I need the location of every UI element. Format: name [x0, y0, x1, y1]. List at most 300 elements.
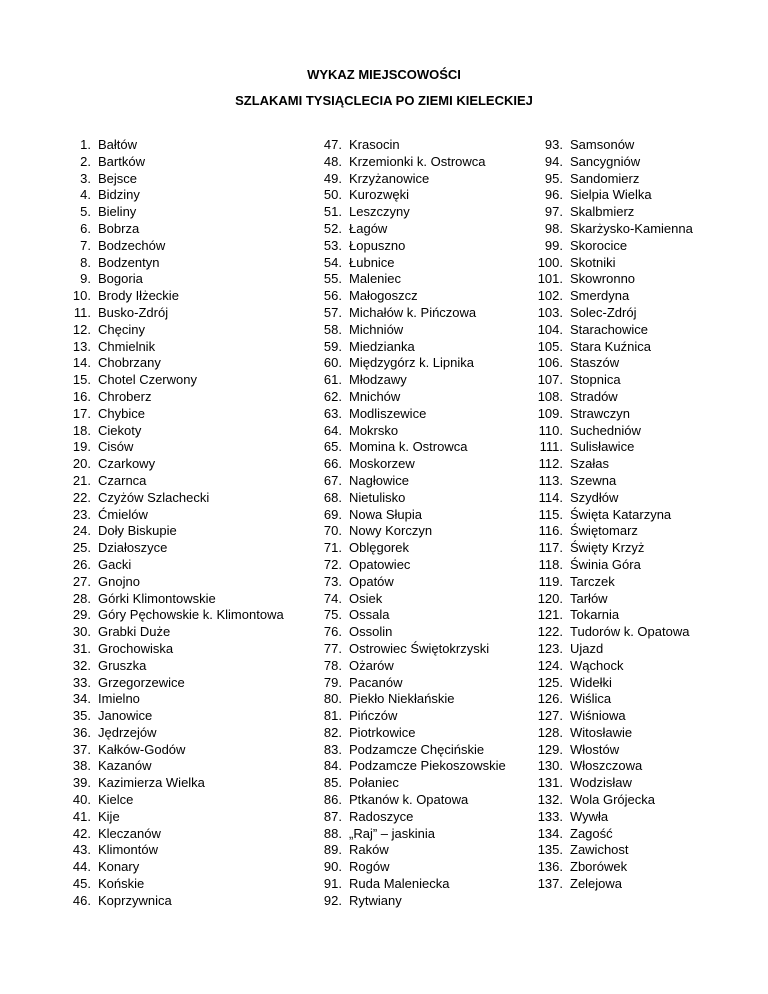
item-number: 63. [323, 405, 342, 421]
item-number: 116. [538, 523, 563, 539]
item-number: 120. [537, 590, 563, 606]
list-item [300, 574, 506, 591]
list-item [60, 507, 284, 524]
list-item [300, 708, 506, 725]
list-item [520, 154, 693, 171]
place-name: Krzemionki k. Ostrowca [349, 153, 486, 169]
document-title: WYKAZ MIEJSCOWOŚCI [307, 67, 461, 82]
item-number: 55. [323, 271, 342, 287]
place-name: Działoszyce [98, 540, 168, 556]
list-item [300, 171, 506, 188]
place-name: Sancygniów [570, 153, 641, 169]
list-item [300, 305, 506, 322]
place-name: Skarżysko-Kamienna [570, 220, 693, 236]
place-name: Widełki [570, 674, 612, 690]
place-name: Grzegorzewice [98, 674, 185, 690]
list-item [520, 842, 693, 859]
item-number: 93. [544, 137, 563, 152]
place-name: Bidziny [98, 187, 140, 203]
place-name: Wodzisław [570, 775, 632, 791]
place-name: Krzyżanowice [349, 170, 430, 186]
list-item [60, 423, 284, 440]
item-number: 102. [537, 288, 563, 304]
item-number: 58. [323, 321, 342, 337]
place-name: Tarłów [570, 590, 608, 606]
document-subtitle: SZLAKAMI TYSIĄCLECIA PO ZIEMI KIELECKIEJ [235, 93, 533, 108]
place-name: Skowronno [570, 271, 636, 287]
place-name: Strawczyn [570, 405, 630, 421]
list-item [300, 355, 506, 372]
item-number: 11. [73, 304, 91, 320]
place-name: Chmielnik [98, 338, 156, 354]
place-name: Michałów k. Pińczowa [349, 304, 477, 320]
list-item [520, 507, 693, 524]
list-item [300, 624, 506, 641]
item-number: 114. [538, 489, 563, 505]
place-name: Pacanów [349, 674, 403, 690]
list-item [520, 658, 693, 675]
item-number: 124. [537, 657, 563, 673]
list-item [520, 691, 693, 708]
item-number: 77. [323, 640, 342, 656]
item-number: 75. [323, 607, 342, 623]
item-number: 46. [72, 892, 91, 908]
list-item [60, 574, 284, 591]
place-name: Włoszczowa [570, 758, 643, 774]
list-item [60, 624, 284, 641]
list-item [300, 456, 506, 473]
item-number: 15. [72, 372, 91, 388]
place-name: Skorocice [570, 237, 628, 253]
list-item [300, 658, 506, 675]
item-number: 32. [72, 657, 91, 673]
list-item [520, 171, 693, 188]
place-name: Miedzianka [349, 338, 415, 354]
list-item [60, 591, 284, 608]
item-number: 73. [323, 573, 342, 589]
place-name: Nagłowice [349, 472, 409, 488]
item-number: 68. [323, 489, 342, 505]
item-number: 131. [537, 775, 563, 791]
list-item [300, 255, 506, 272]
list-item [300, 507, 506, 524]
place-name: Podzamcze Piekoszowskie [349, 758, 506, 774]
item-number: 14. [72, 355, 91, 371]
place-name: Smerdyna [570, 288, 630, 304]
item-number: 115. [538, 506, 563, 522]
place-name: Stradów [570, 388, 618, 404]
place-name: Bodzechów [98, 237, 166, 253]
item-number: 39. [72, 775, 91, 791]
place-name: Kleczanów [98, 825, 161, 841]
list-item [60, 523, 284, 540]
place-name: Sandomierz [570, 170, 640, 186]
place-name: Święta Katarzyna [570, 506, 672, 522]
list-item [520, 624, 693, 641]
list-item [520, 725, 693, 742]
list-item [60, 305, 284, 322]
list-item [60, 876, 284, 893]
item-number: 85. [323, 775, 342, 791]
place-name: Ossolin [349, 624, 393, 640]
list-item [520, 742, 693, 759]
list-item [300, 389, 506, 406]
place-name: Ożarów [349, 657, 394, 673]
item-number: 66. [323, 456, 342, 472]
place-name: Bałtów [98, 137, 138, 152]
list-item [300, 406, 506, 423]
list-item [300, 758, 506, 775]
list-item [520, 675, 693, 692]
place-name: Witosławie [570, 724, 633, 740]
item-number: 83. [323, 741, 342, 757]
list-item [60, 675, 284, 692]
item-number: 79. [323, 674, 342, 690]
place-name: Bieliny [98, 204, 137, 220]
list-item [60, 238, 284, 255]
list-item [60, 641, 284, 658]
item-number: 101. [537, 271, 563, 287]
item-number: 80. [323, 691, 342, 707]
item-number: 1. [80, 137, 91, 152]
item-number: 121. [537, 607, 563, 623]
item-number: 23. [72, 506, 91, 522]
list-item [300, 322, 506, 339]
item-number: 42. [72, 825, 91, 841]
place-name: Pińczów [349, 708, 398, 724]
place-name: Bobrza [98, 220, 140, 236]
list-item [60, 658, 284, 675]
list-item [520, 540, 693, 557]
list-item [520, 238, 693, 255]
place-name: Ciekoty [98, 422, 142, 438]
list-item [300, 691, 506, 708]
place-name: Radoszyce [349, 808, 414, 824]
item-number: 84. [323, 758, 342, 774]
place-name: Modliszewice [349, 405, 427, 421]
item-number: 38. [72, 758, 91, 774]
place-name: Wywła [570, 808, 609, 824]
place-name: Piotrkowice [349, 724, 416, 740]
list-item [520, 355, 693, 372]
list-item [520, 826, 693, 843]
item-number: 123. [537, 640, 563, 656]
list-item [300, 238, 506, 255]
list-item [300, 137, 506, 154]
place-name: Wiślica [570, 691, 612, 707]
list-item [300, 339, 506, 356]
place-name: Ossala [349, 607, 390, 623]
place-name: Chęciny [98, 321, 145, 337]
place-name: Młodzawy [349, 372, 407, 388]
item-number: 112. [538, 456, 563, 472]
list-item [60, 708, 284, 725]
list-item [300, 187, 506, 204]
list-item [60, 187, 284, 204]
place-name: Imielno [98, 691, 140, 707]
place-name: Szewna [570, 472, 617, 488]
item-number: 12. [72, 321, 91, 337]
list-item [60, 826, 284, 843]
item-number: 18. [72, 422, 91, 438]
place-name: Samsonów [570, 137, 635, 152]
place-name: Kazimierza Wielka [98, 775, 205, 791]
list-item [520, 607, 693, 624]
item-number: 43. [72, 842, 91, 858]
place-name: Moskorzew [349, 456, 415, 472]
item-number: 19. [72, 439, 91, 455]
list-item [300, 775, 506, 792]
place-name: Grabki Duże [98, 624, 171, 640]
list-item [300, 876, 506, 893]
place-name: Solec-Zdrój [570, 304, 637, 320]
item-number: 99. [544, 237, 563, 253]
list-item [60, 775, 284, 792]
list-item [60, 372, 284, 389]
item-number: 24. [72, 523, 91, 539]
list-item [300, 842, 506, 859]
place-name: Zelejowa [570, 876, 623, 892]
place-name: Cisów [98, 439, 134, 455]
item-number: 134. [537, 825, 563, 841]
item-number: 65. [323, 439, 342, 455]
list-item [300, 439, 506, 456]
place-name: Gacki [98, 556, 132, 572]
item-number: 50. [323, 187, 342, 203]
list-item [60, 406, 284, 423]
item-number: 87. [323, 808, 342, 824]
list-item [300, 792, 506, 809]
item-number: 26. [72, 556, 91, 572]
item-number: 81. [323, 708, 342, 724]
item-number: 91. [323, 876, 342, 892]
list-item [520, 439, 693, 456]
list-item [300, 288, 506, 305]
item-number: 69. [323, 506, 342, 522]
place-name: Końskie [98, 876, 145, 892]
item-number: 70. [323, 523, 342, 539]
list-item [300, 859, 506, 876]
place-name: Świnia Góra [570, 556, 641, 572]
place-name: Opatów [349, 573, 394, 589]
list-item [300, 473, 506, 490]
item-number: 78. [323, 657, 342, 673]
item-number: 53. [323, 237, 342, 253]
item-number: 74. [323, 590, 342, 606]
place-name: Doły Biskupie [98, 523, 177, 539]
item-number: 108. [537, 388, 563, 404]
item-number: 9. [80, 271, 91, 287]
place-name: Busko-Zdrój [98, 304, 169, 320]
item-number: 126. [537, 691, 563, 707]
item-number: 104. [537, 321, 563, 337]
list-item [60, 171, 284, 188]
list-item [520, 775, 693, 792]
list-column-1 [60, 137, 284, 910]
item-number: 37. [72, 741, 91, 757]
item-number: 51. [323, 204, 342, 220]
item-number: 27. [72, 573, 91, 589]
list-item [520, 641, 693, 658]
list-item [60, 389, 284, 406]
list-item [300, 372, 506, 389]
place-name: Łubnice [349, 254, 395, 270]
place-name: Zborówek [570, 859, 628, 875]
item-number: 90. [323, 859, 342, 875]
item-number: 95. [544, 170, 563, 186]
item-number: 109. [537, 405, 563, 421]
place-name: Międzygórz k. Lipnika [349, 355, 474, 371]
item-number: 127. [537, 708, 563, 724]
item-number: 30. [72, 624, 91, 640]
item-number: 106. [537, 355, 563, 371]
item-number: 10. [72, 288, 91, 304]
item-number: 96. [544, 187, 563, 203]
place-name: Zawichost [570, 842, 629, 858]
list-item [60, 456, 284, 473]
item-number: 128. [537, 724, 563, 740]
item-number: 130. [537, 758, 563, 774]
place-name: Momina k. Ostrowca [349, 439, 468, 455]
list-item [60, 355, 284, 372]
item-number: 7. [80, 237, 91, 253]
place-name: Zagość [570, 825, 613, 841]
place-name: Łagów [349, 220, 388, 236]
place-name: Leszczyny [349, 204, 410, 220]
list-item [520, 473, 693, 490]
place-name: Podzamcze Chęcińskie [349, 741, 485, 757]
item-number: 92. [323, 892, 342, 908]
list-item [300, 557, 506, 574]
list-item [520, 372, 693, 389]
list-item [520, 591, 693, 608]
place-name: Staszów [570, 355, 620, 371]
list-item [520, 271, 693, 288]
list-item [60, 742, 284, 759]
place-name: Chroberz [98, 388, 152, 404]
list-item [300, 221, 506, 238]
list-item [520, 322, 693, 339]
item-number: 56. [323, 288, 342, 304]
list-item [60, 490, 284, 507]
list-item [60, 893, 284, 910]
list-item [300, 523, 506, 540]
place-name: Tokarnia [570, 607, 620, 623]
item-number: 82. [323, 724, 342, 740]
item-number: 6. [80, 220, 91, 236]
list-item [300, 607, 506, 624]
list-item [60, 288, 284, 305]
item-number: 28. [72, 590, 91, 606]
list-item [520, 305, 693, 322]
place-name: Czarkowy [98, 456, 156, 472]
item-number: 111. [539, 439, 563, 455]
place-name: Wąchock [570, 657, 624, 673]
item-number: 36. [72, 724, 91, 740]
item-number: 122. [537, 624, 563, 640]
item-number: 72. [323, 556, 342, 572]
list-item [60, 154, 284, 171]
item-number: 107. [537, 372, 563, 388]
list-item [300, 742, 506, 759]
item-number: 45. [72, 876, 91, 892]
place-name: Wiśniowa [570, 708, 626, 724]
place-name: Tarczek [570, 573, 615, 589]
list-item [520, 221, 693, 238]
item-number: 49. [323, 170, 342, 186]
place-name: Konary [98, 859, 140, 875]
place-name: Nowa Słupia [349, 506, 422, 522]
place-name: Koprzywnica [98, 892, 172, 908]
item-number: 119. [538, 573, 563, 589]
list-item [520, 557, 693, 574]
place-name: Ćmielów [98, 506, 148, 522]
item-number: 5. [80, 204, 91, 220]
place-name: Świętomarz [570, 523, 638, 539]
place-name: Szałas [570, 456, 610, 472]
place-name: Stara Kuźnica [570, 338, 651, 354]
item-number: 40. [72, 792, 91, 808]
place-name: Włostów [570, 741, 620, 757]
list-item [520, 406, 693, 423]
place-name: Oblęgorek [349, 540, 409, 556]
list-item [60, 322, 284, 339]
item-number: 97. [544, 204, 563, 220]
item-number: 31. [72, 640, 91, 656]
list-item [300, 490, 506, 507]
place-name: Bogoria [98, 271, 143, 287]
list-column-2 [300, 137, 506, 910]
list-item [60, 204, 284, 221]
place-name: Mnichów [349, 388, 401, 404]
place-name: „Raj” – jaskinia [349, 825, 435, 841]
list-item [60, 691, 284, 708]
item-number: 3. [80, 170, 91, 186]
list-item [60, 540, 284, 557]
item-number: 98. [544, 220, 563, 236]
place-name: Połaniec [349, 775, 399, 791]
place-name: Krasocin [349, 137, 400, 152]
list-item [60, 255, 284, 272]
place-name: Opatowiec [349, 556, 411, 572]
list-item [60, 339, 284, 356]
item-number: 94. [544, 153, 563, 169]
list-item [60, 439, 284, 456]
item-number: 113. [538, 472, 563, 488]
item-number: 135. [537, 842, 563, 858]
list-item [60, 473, 284, 490]
list-item [60, 859, 284, 876]
list-item [520, 809, 693, 826]
item-number: 110. [538, 422, 563, 438]
list-item [520, 708, 693, 725]
place-name: Małogoszcz [349, 288, 418, 304]
list-item [60, 809, 284, 826]
item-number: 16. [72, 388, 91, 404]
item-number: 137. [537, 876, 563, 892]
list-item [520, 137, 693, 154]
place-name: Rytwiany [349, 892, 402, 908]
item-number: 64. [323, 422, 342, 438]
item-number: 22. [72, 489, 91, 505]
list-item [300, 893, 506, 910]
place-name: Wola Grójecka [570, 792, 656, 808]
place-name: Ostrowiec Świętokrzyski [349, 640, 490, 656]
place-name: Górki Klimontowskie [98, 590, 216, 606]
place-name: Chybice [98, 405, 145, 421]
item-number: 62. [323, 388, 342, 404]
place-name: Janowice [98, 708, 153, 724]
